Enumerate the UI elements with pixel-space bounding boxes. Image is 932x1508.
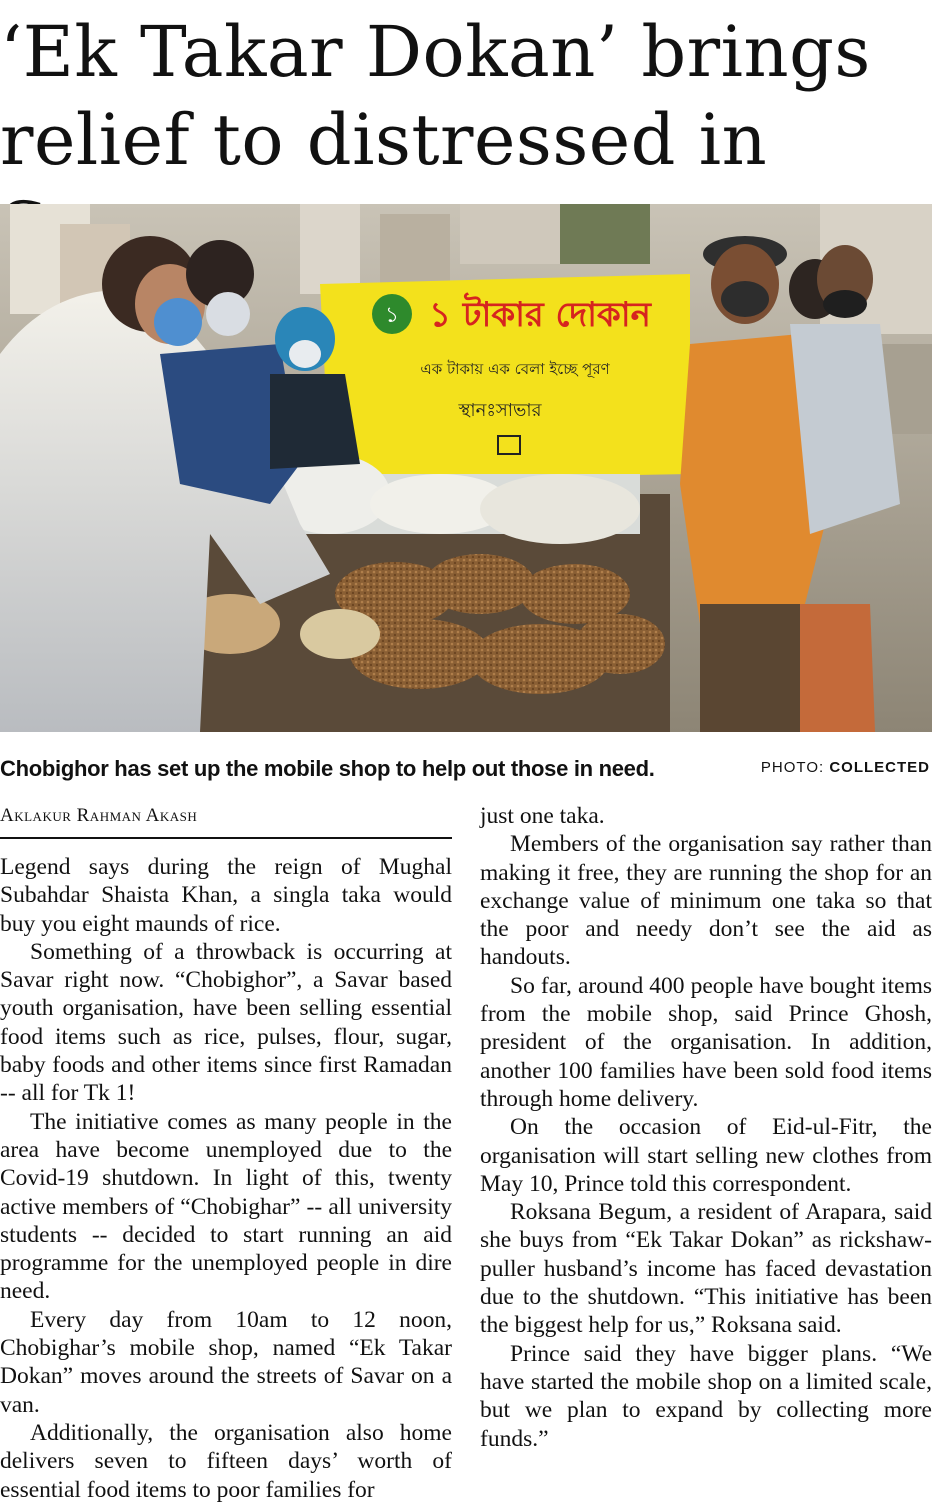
paragraph: The initiative comes as many people in the area have become unemployed due to the Covid-19 shutdown. In light of this, twenty active members of “Chobighar” -- all university students -- decided to start running an aid programme for the unemployed people in dire need.	[0, 1108, 452, 1305]
caption-text: Chobighor has set up the mobile shop to help out those in need.	[0, 756, 655, 781]
banner-sub-text: এক টাকায় এক বেলা ইচ্ছে পূরণ	[420, 360, 610, 378]
photo-credit	[761, 759, 930, 776]
headline: ‘Ek Takar Dokan’ brings relief to distressed in	[0, 11, 871, 181]
byline: Aklakur Rahman Akash	[0, 805, 452, 839]
credit-source: COLLECTED	[829, 759, 930, 776]
photo-caption	[0, 756, 932, 784]
paragraph: Roksana Begum, a resident of Arapara, said she buys from “Ek Takar Dokan” as rickshaw-puller husband’s income has faced devastation due to the shutdown. “This initiative has been the biggest help for us,” Roksana said.	[480, 1199, 932, 1339]
banner-place-text: স্থানঃসাভার	[458, 400, 542, 421]
news-photo	[0, 204, 932, 732]
paragraph: just one taka.	[480, 803, 605, 829]
paragraph: So far, around 400 people have bought items from the mobile shop, said Prince Ghosh, president of the organisation. In addition, another 100 families have been sold food items through home delivery.	[480, 972, 932, 1112]
paragraph: Legend says during the reign of Mughal Subahdar Shaista Khan, a singla taka would buy you eight maunds of rice.	[0, 854, 452, 937]
paragraph: Members of the organisation say rather than making it free, they are running the shop for an exchange value of minimum one taka so that the poor and needy don’t see the aid as handouts.	[480, 831, 932, 971]
paragraph: Every day from 10am to 12 noon, Chobighar’s mobile shop, named “Ek Takar Dokan” moves around the streets of Savar on a van.	[0, 1306, 452, 1418]
article-column-1	[0, 853, 452, 1504]
credit-label: PHOTO:	[760, 759, 830, 776]
article-column-2	[480, 802, 932, 1453]
paragraph: Additionally, the organisation also home delivers seven to fifteen days’ worth of essential food items to poor families for	[0, 1419, 452, 1503]
svg-text:১: ১	[384, 303, 400, 328]
paragraph: Prince said they have bigger plans. “We have started the mobile shop on a limited scale, but we plan to expand by collecting more funds.”	[480, 1340, 932, 1452]
banner-main-text: ১ টাকার দোকান	[429, 295, 651, 335]
paragraph: Something of a throwback is occurring at Savar right now. “Chobighor”, a Savar based youth organisation, have been selling essential food items such as rice, pulses, flour, sugar, baby foods and other items since first Ramadan -- all for Tk 1!	[0, 938, 452, 1107]
paragraph: On the occasion of Eid-ul-Fitr, the organisation will start selling new clothes from May 10, Prince told this correspondent.	[480, 1114, 932, 1197]
